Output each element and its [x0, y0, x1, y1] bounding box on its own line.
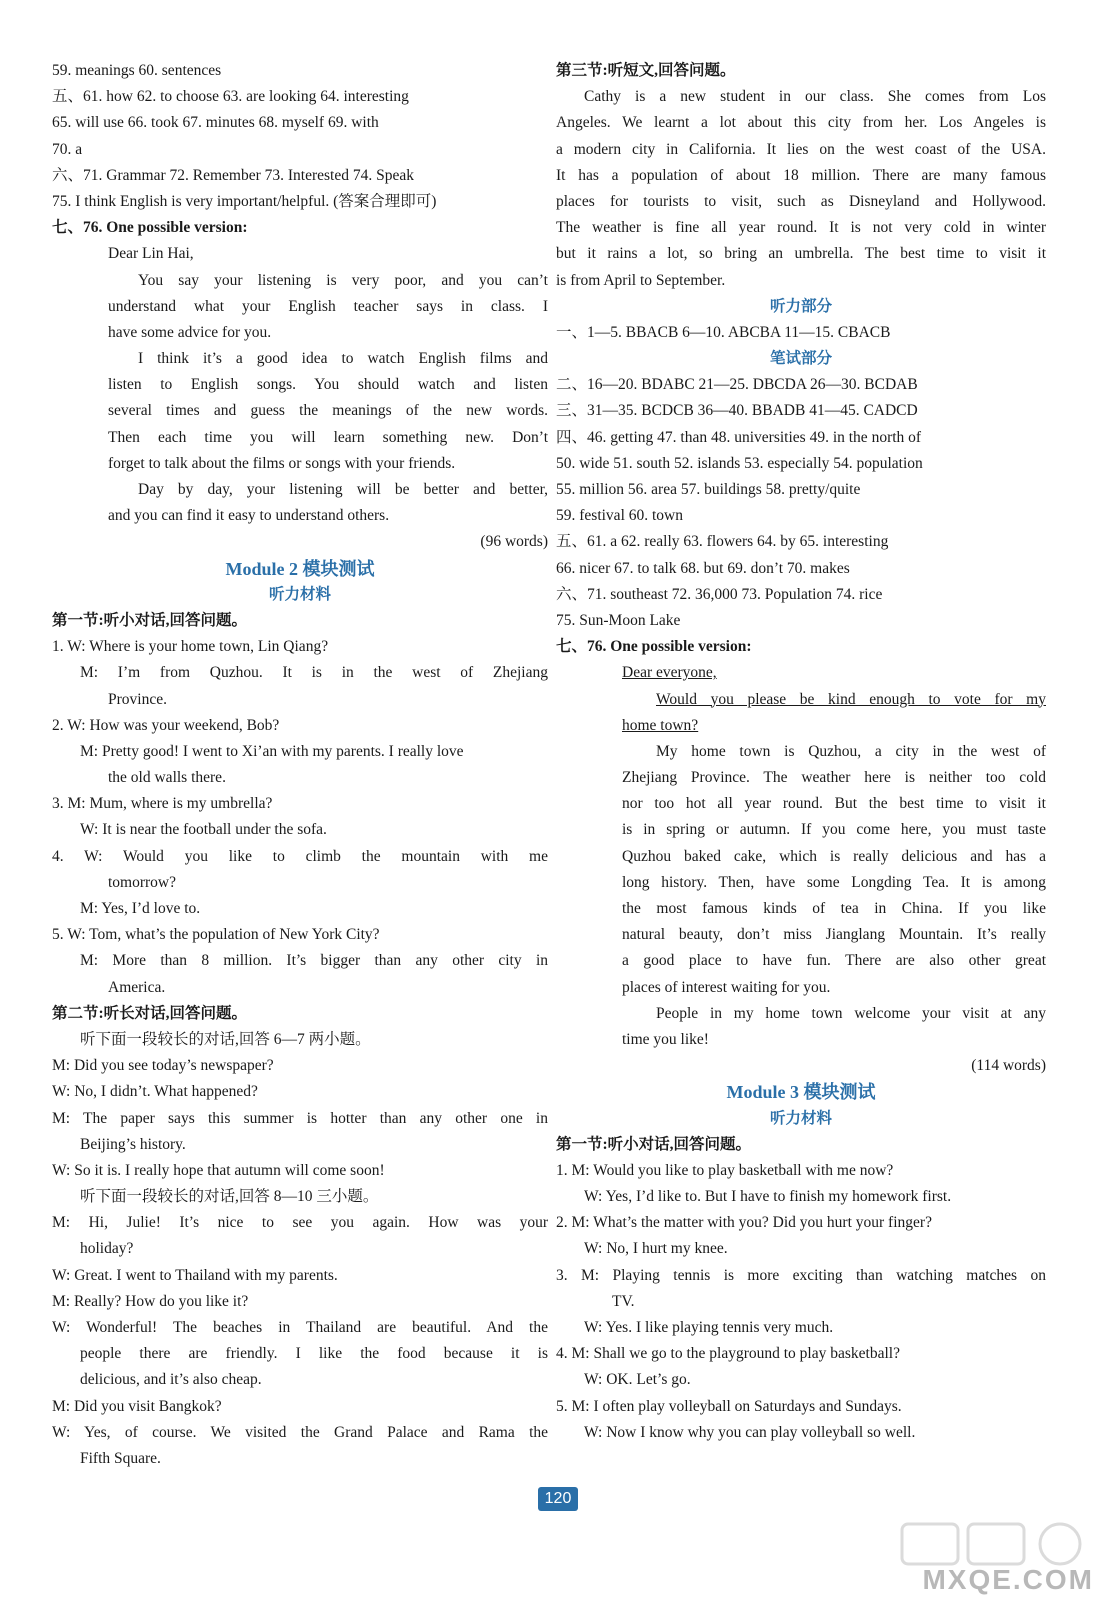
right-line: Angeles. We learnt a lot about this city from her. Los Angeles is [556, 114, 1046, 132]
left-line: 1. W: Where is your home town, Lin Qiang? [52, 638, 329, 656]
right-line: W: Now I know why you can play volleyball so well. [584, 1423, 916, 1441]
right-line: places for tourists to visit, such as Disneyland and Hollywood. [556, 192, 1046, 210]
left-line: 听力材料 [268, 585, 331, 603]
left-line: M: Did you visit Bangkok? [52, 1397, 222, 1415]
right-line: W: OK. Let’s go. [584, 1371, 691, 1389]
right-line: Quzhou baked cake, which is really delicious and has a [622, 847, 1046, 865]
right-line: TV. [612, 1292, 635, 1310]
left-line: 2. W: How was your weekend, Bob? [52, 716, 280, 734]
right-line: 一、1—5. BBACB 6—10. ABCBA 11—15. CBACB [556, 323, 891, 341]
right-line: is in spring or autumn. If you come here, you must taste [622, 821, 1046, 839]
right-line: Cathy is a new student in our class. She comes from Los [584, 88, 1046, 106]
left-line: understand what your English teacher says in class. I [108, 297, 548, 315]
left-line: 5. W: Tom, what’s the population of New York City? [52, 926, 380, 944]
left-line: M: More than 8 million. It’s bigger than any other city in [80, 952, 548, 970]
right-line: 75. Sun-Moon Lake [556, 611, 681, 629]
right-line: is from April to September. [556, 271, 726, 289]
left-column [52, 58, 548, 1472]
right-line: My home town is Quzhou, a city in the west of [656, 742, 1046, 760]
left-line: W: It is near the football under the sofa. [80, 821, 327, 839]
left-line: M: The paper says this summer is hotter than any other one in [52, 1109, 548, 1127]
left-line: M: Pretty good! I went to Xi’an with my parents. I really love [80, 742, 464, 760]
left-line: 听下面一段较长的对话,回答 8—10 三小题。 [80, 1188, 379, 1206]
left-line: Beijing’s history. [80, 1135, 186, 1153]
right-line: the most famous kinds of tea in China. If you like [622, 900, 1046, 917]
right-line: home town? [622, 716, 699, 734]
right-line: 听力材料 [769, 1109, 832, 1127]
left-line: M: Did you see today’s newspaper? [52, 1057, 274, 1075]
right-line: 五、61. a 62. really 63. flowers 64. by 65. interesting [556, 533, 889, 551]
right-line: 50. wide 51. south 52. islands 53. especially 54. population [556, 454, 923, 472]
left-line: Module 2 模块测试 [225, 558, 375, 579]
left-line: W: Yes, of course. We visited the Grand Palace and Rama the [52, 1423, 548, 1441]
right-line: places of interest waiting for you. [622, 978, 831, 996]
left-line: forget to talk about the films or songs with your friends. [108, 454, 456, 472]
right-line: 59. festival 60. town [556, 507, 683, 525]
left-line: W: Great. I went to Thailand with my parents. [52, 1266, 338, 1284]
left-line: W: No, I didn’t. What happened? [52, 1083, 258, 1101]
right-line: long history. Then, have some Longding Tea. It is among [622, 873, 1046, 891]
left-line: delicious, and it’s also cheap. [80, 1371, 262, 1389]
right-line: W: No, I hurt my knee. [584, 1240, 728, 1258]
left-line: holiday? [80, 1240, 134, 1258]
right-line: W: Yes, I’d like to. But I have to finish my homework first. [584, 1188, 952, 1206]
left-line: W: Wonderful! The beaches in Thailand are beautiful. And the [52, 1319, 548, 1336]
left-line: 五、61. how 62. to choose 63. are looking 64. interesting [52, 88, 409, 106]
page-number: 120 [538, 1487, 578, 1511]
right-line: 四、46. getting 47. than 48. universities 49. in the north of [556, 428, 922, 446]
right-line: a good place to have fun. There are also other great [622, 952, 1046, 970]
left-line: Dear Lin Hai, [108, 245, 194, 263]
right-line: but it rains a lot, so bring an umbrella. The best time to visit it [556, 245, 1046, 263]
left-line: 第一节:听小对话,回答问题。 [52, 611, 248, 629]
left-line: M: I’m from Quzhou. It is in the west of Zhejiang [80, 664, 548, 682]
right-line: time you like! [622, 1030, 709, 1048]
right-line: nor too hot all year round. But the best time to visit it [622, 795, 1046, 813]
right-line: 2. M: What’s the matter with you? Did you hurt your finger? [556, 1214, 932, 1232]
left-line: W: So it is. I really hope that autumn will come soon! [52, 1161, 385, 1179]
left-line: Fifth Square. [80, 1449, 161, 1467]
right-line: natural beauty, don’t miss Jianglang Mountain. It’s really [622, 926, 1046, 944]
left-line: Day by day, your listening will be better and better, [138, 481, 548, 498]
right-line: It has a population of about 18 million. There are many famous [556, 166, 1046, 184]
right-line: Zhejiang Province. The weather here is neither too cold [622, 769, 1046, 787]
left-line: the old walls there. [108, 769, 226, 787]
right-line: (114 words) [971, 1057, 1046, 1075]
right-line: 二、16—20. BDABC 21—25. DBCDA 26—30. BCDAB [556, 376, 918, 394]
left-line: M: Yes, I’d love to. [80, 900, 201, 917]
right-line: 4. M: Shall we go to the playground to play basketball? [556, 1345, 900, 1363]
left-line: and you can find it easy to understand others. [108, 507, 390, 525]
right-line: W: Yes. I like playing tennis very much. [584, 1319, 834, 1336]
left-line: I think it’s a good idea to watch English films and [138, 350, 548, 368]
right-line: Would you please be kind enough to vote for my [656, 690, 1046, 708]
left-line: have some advice for you. [108, 323, 272, 341]
left-line: tomorrow? [108, 873, 177, 891]
left-line: 4. W: Would you like to climb the mountain with me [52, 847, 548, 865]
right-line: 55. million 56. area 57. buildings 58. pretty/quite [556, 481, 861, 498]
left-line: 听下面一段较长的对话,回答 6—7 两小题。 [80, 1030, 371, 1048]
right-line: The weather is fine all year round. It is not very cold in winter [556, 219, 1046, 237]
right-line: a modern city in California. It lies on the west coast of the USA. [556, 140, 1046, 158]
left-line: several times and guess the meanings of the new words. [108, 402, 548, 420]
right-line: 三、31—35. BCDCB 36—40. BBADB 41—45. CADCD [556, 402, 918, 420]
left-line: Then each time you will learn something new. Don’t [108, 428, 548, 446]
left-line: 3. M: Mum, where is my umbrella? [52, 795, 273, 813]
right-line: People in my home town welcome your visit at any [656, 1004, 1046, 1022]
right-line: 第三节:听短文,回答问题。 [556, 62, 736, 79]
left-line: 70. a [52, 140, 83, 158]
left-line: M: Really? How do you like it? [52, 1292, 249, 1310]
left-line: people there are friendly. I like the food because it is [80, 1345, 548, 1363]
right-column [556, 58, 1046, 1446]
left-line: Province. [108, 690, 167, 708]
left-line: 65. will use 66. took 67. minutes 68. myself 69. with [52, 114, 379, 132]
left-line: 七、76. One possible version: [52, 219, 248, 237]
right-line: 第一节:听小对话,回答问题。 [556, 1135, 752, 1153]
right-line: 六、71. southeast 72. 36,000 73. Population 74. rice [556, 585, 883, 603]
left-line: 75. I think English is very important/helpful. (答案合理即可) [52, 192, 437, 210]
left-line: M: Hi, Julie! It’s nice to see you again. How was your [52, 1214, 548, 1232]
left-line: 六、71. Grammar 72. Remember 73. Interested 74. Speak [52, 166, 415, 184]
left-line: 59. meanings 60. sentences [52, 62, 222, 79]
left-line: 第二节:听长对话,回答问题。 [52, 1004, 248, 1022]
left-line: listen to English songs. You should watch and listen [108, 376, 548, 394]
right-line: Dear everyone, [622, 664, 717, 682]
left-line: America. [108, 978, 166, 996]
right-line: 3. M: Playing tennis is more exciting than watching matches on [556, 1266, 1046, 1284]
watermark-text: MXQE.COM [922, 1564, 1094, 1595]
left-line: You say your listening is very poor, and you can’t [138, 271, 548, 289]
left-line: (96 words) [480, 533, 548, 551]
right-line: Module 3 模块测试 [726, 1082, 876, 1103]
right-line: 七、76. One possible version: [556, 638, 752, 656]
right-line: 5. M: I often play volleyball on Saturdays and Sundays. [556, 1397, 902, 1415]
right-line: 听力部分 [769, 297, 832, 315]
right-line: 1. M: Would you like to play basketball with me now? [556, 1161, 894, 1179]
right-line: 66. nicer 67. to talk 68. but 69. don’t 70. makes [556, 559, 850, 577]
right-line: 笔试部分 [769, 350, 832, 368]
